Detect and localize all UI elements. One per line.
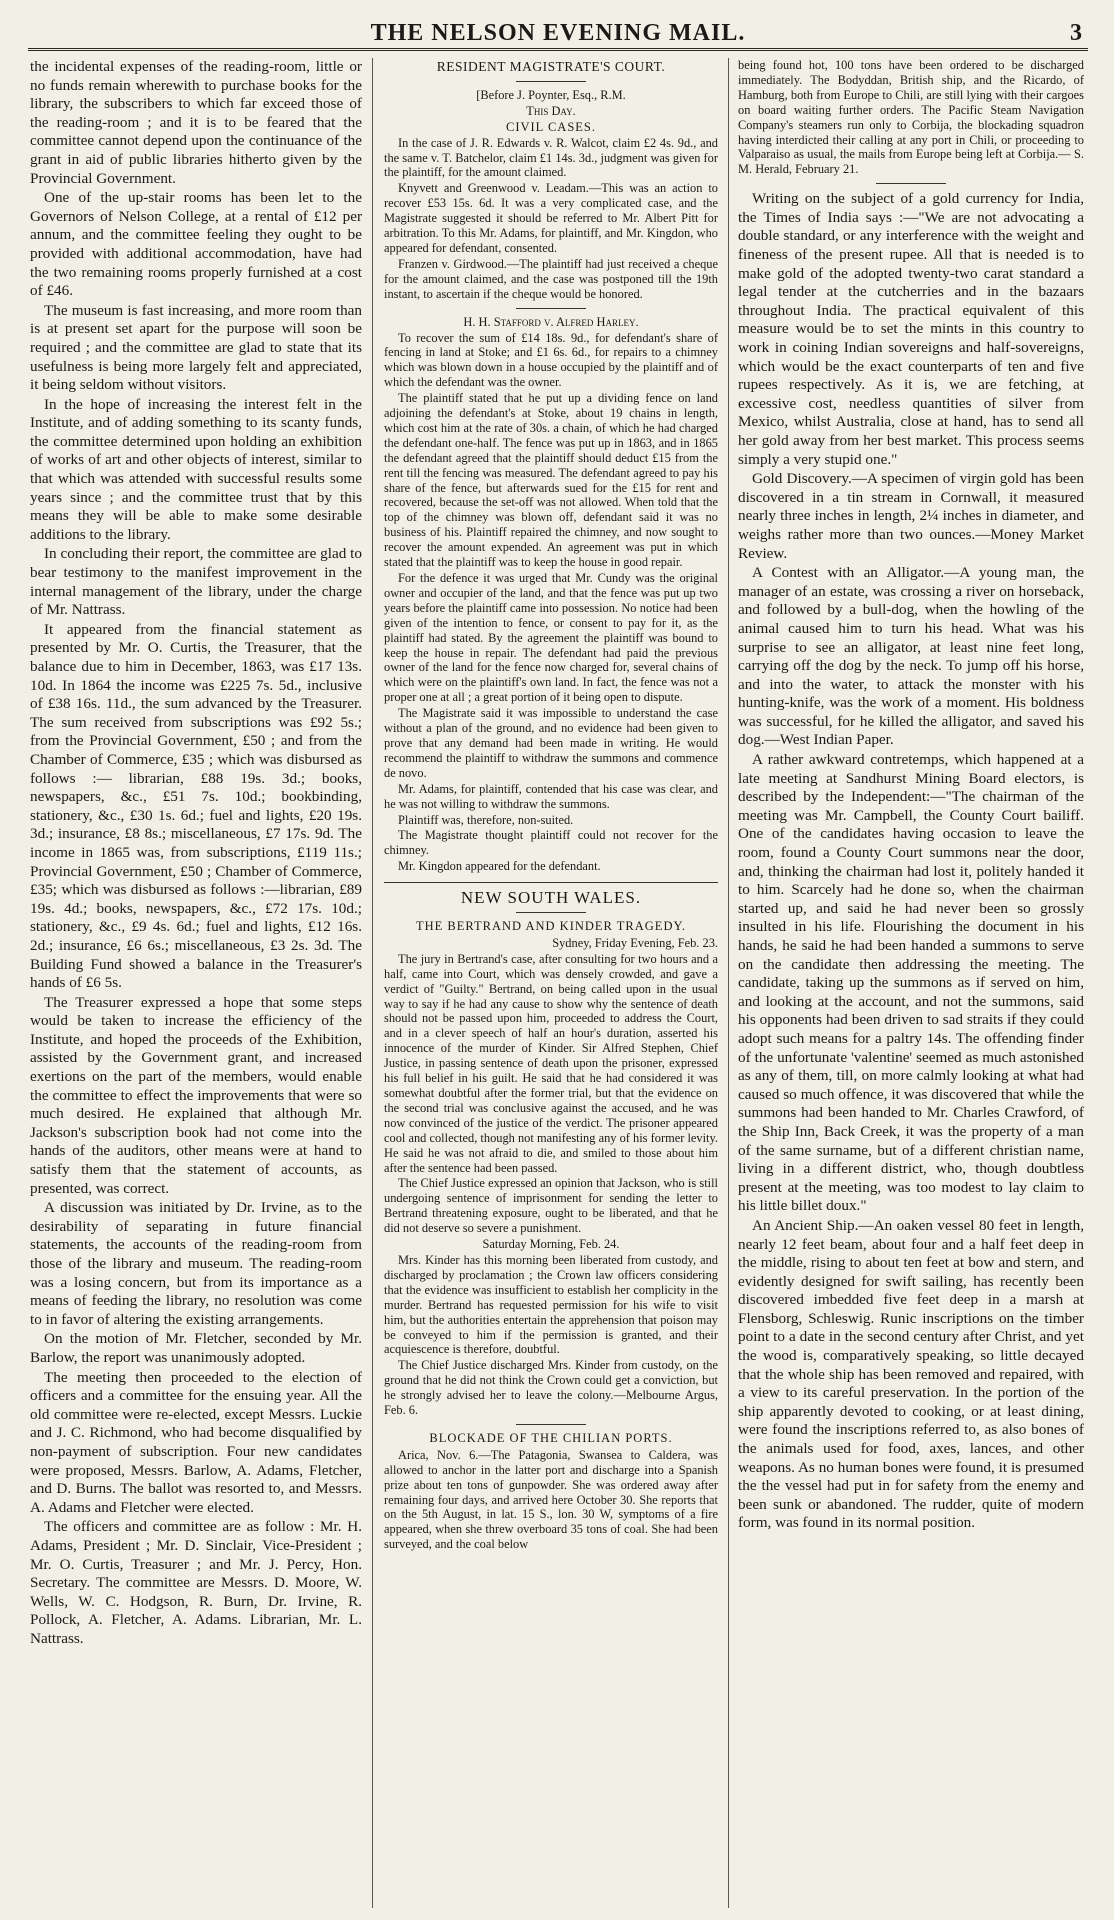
section-rule	[876, 183, 946, 184]
court-paragraph: The plaintiff stated that he put up a dividing fence on land adjoining the defendant's at Stoke, about 19 chains in length, which cost him at the rate of 30s. a chain, of which he had charged the defendant one-half. The fence was put up in 1863, and in 1865 the defendant agreed that the plaintiff should deduct £15 from the rent till the fencing was measured. The defendant agreed to pay his share of the fence, but afterwards sued for the £15 for rent and recovered, because the set-off was not allowed. When told that the top of the chimney was blown off, defendant said it was no business of his. Plaintiff repaired the chimney, and now sought to recover the amount expended. An agreement was put in which stated that the plaintiff was to keep the house in good repair.	[384, 391, 718, 570]
article-paragraph: A rather awkward contretemps, which happened at a late meeting at Sandhurst Mining Board electors, is described by the Independent:—"The chairman of the meeting was Mr. Campbell, the County Court bailiff. One of the candidates having occasion to leave the room, found a County Court summons near the door, and, thinking the chairman had lost it, politely handed it to him. Scarcely had he done so, when the chairman started up, and said he had never been so grossly insulted in his life. Flourishing the document in his hands, he said he had been handed a summons to serve on the candidate then addressing the meeting. The candidate, taking up the summons as if served on him, and looking at the account, and not the summons, said his opponents had been driven to sad straits if they could adopt such means for a paltry 14s. The offending finder of the unfortunate 'valentine' seemed as much astonished as any of them, till, on more calmly looking at what had caused so much offence, it was discovered that while the summons had been handed to Mr. Charles Crawford, of the Ship Inn, Back Creek, it was the property of a man of the same surname, but of a different christian name, living in a different district, who, though doubtless present at the meeting, was too modest to lay claim to his little billet doux."	[738, 751, 1084, 1215]
court-paragraph: The Magistrate said it was impossible to understand the case without a plan of the ground, and no evidence had been given to prove that any demand had been made in writing. He would recommend the plaintiff to withdraw the summons and commence de novo.	[384, 706, 718, 780]
article-paragraph: In the hope of increasing the interest felt in the Institute, and of adding something to its scanty funds, the committee determined upon holding an exhibition of works of art and other objects of interest, similar to that which was attended with successful results some years since ; and the committee trust that by this means they will be able to make some desirable additions to the library.	[30, 395, 362, 543]
court-paragraph: In the case of J. R. Edwards v. R. Walcot, claim £2 4s. 9d., and the same v. T. Batchelor, claim £1 14s. 3d., judgment was given for the plaintiff, for the amount claimed.	[384, 135, 718, 180]
newspaper-title: THE NELSON EVENING MAIL.	[370, 20, 746, 46]
dateline: Saturday Morning, Feb. 24.	[482, 1237, 620, 1252]
civil-cases-label: CIVIL CASES.	[505, 119, 596, 134]
article-paragraph: It appeared from the financial statement as presented by Mr. O. Curtis, the Treasurer, that the balance due to him in December, 1863, was £17 13s. 10d. In 1864 the income was £225 7s. 5d., inclusive of £38 16s. 11d., the sum advanced by the Treasurer. The sum received from subscriptions was £92 5s.; from the Provincial Government, £50 ; and from the Chamber of Commerce, £35 ; which was disbursed as follows :— librarian, £88 19s. 3d.; books, newspapers, &c., £51 7s. 10d.; bookbinding, stationery, &c., £30 1s. 6d.; fuel and lights, £20 19s. 3d.; insurance, £8 8s.; miscellaneous, £7 17s. 9d. The income in 1865 was, from subscriptions, £119 11s.; Provincial Government, £50 ; Chamber of Commerce, £35; which was disbursed as follows :—librarian, £89 19s. 4d.; books, newspapers, &c., £72 17s. 10d.; stationery, &c., £9 4s. 6d.; fuel and lights, £12 16s. 2d.; insurance, £6 6s.; miscellaneous, £3 2s. 3d. The Building Fund showed a balance in the Treasurer's hands of £6 5s.	[30, 620, 362, 992]
section-rule	[516, 1424, 586, 1425]
column-separator	[728, 58, 729, 1908]
court-paragraph: For the defence it was urged that Mr. Cundy was the original owner and occupier of the land, and that the fence was put up two years before the plaintiff came into possession. No notice had been given of the intention to fence, or consent to pay for it, as the plaintiff had stated. By the agreement the plaintiff was bound to keep the house in repair. The defendant had paid the previous owner of the land for the fence now charged for, several chains of which were on the plaintiff's own land. In fact, the fence was not a proper one at all ; a great portion of it being open to dispute.	[384, 571, 718, 705]
article-paragraph: being found hot, 100 tons have been ordered to be discharged immediately. The Bodyddan, British ship, and the Ricardo, of Hamburg, both from Europe to Chili, are still lying with their cargoes on board waiting further orders. The Pacific Steam Navigation Company's steamers run only to Corbija, the blockading squadron having interdicted their calling at any port in Chili, or proceeding to Valparaiso as usual, the mails from Europe being left at Corbija.— S. M. Herald, February 21.	[738, 58, 1084, 177]
court-paragraph: The Magistrate thought plaintiff could not recover for the chimney.	[384, 828, 718, 858]
court-paragraph: To recover the sum of £14 18s. 9d., for defendant's share of fencing in land at Stoke; and £1 6s. 6d., for repairs to a chimney which was blown down in a house occupied by the plaintiff and of which the defendant was the owner.	[384, 330, 718, 390]
court-paragraph: Franzen v. Girdwood.—The plaintiff had just received a cheque for the amount claimed, and the case was postponed till the 19th instant, to ascertain if the cheque would be honored.	[384, 256, 718, 301]
case-title: H. H. Stafford v. Alfred Harley.	[463, 314, 639, 329]
page-number: 3	[1070, 20, 1082, 46]
article-paragraph: Gold Discovery.—A specimen of virgin gold has been discovered in a tin stream in Cornwall, it measured nearly three inches in length, 2¼ inches in diameter, and weighs rather more than two ounces.—Money Market Review.	[738, 470, 1084, 562]
article-paragraph: A Contest with an Alligator.—A young man, the manager of an estate, was crossing a river on horseback, and followed by a bull-dog, when the howling of the animal caused him to turn his head. What was his surprise to see an alligator, at least nine feet long, carrying off the dog by the neck. To jump off his horse, and into the water, to attack the monster with his hunting-knife, was the work of a moment. His boldness was successful, for he killed the alligator, and saved his dog.—West Indian Paper.	[738, 564, 1084, 749]
news-paragraph: The jury in Bertrand's case, after consulting for two hours and a half, came into Court, which was densely crowded, and gave a verdict of "Guilty." Bertrand, on being called upon in the usual way to say if he had any cause to show why the sentence of death should not be passed upon him, proceeded to address the Court, and in a clever speech of half an hour's duration, asserted his innocence of the murder of Kinder. Sir Alfred Stephen, Chief Justice, in passing sentence of death upon the prisoner, expressed his full belief in his guilt. He said that he had considered it was somewhat doubtful after the former trial, but that the evidence on the second trial was conclusive against the accused, and he was now convinced of the justice of the verdict. The prisoner appeared cool and collected, though not manifesting any of his former levity. He said he was not afraid to die, and smiled to those about him after the sentence had been passed.	[384, 951, 718, 1175]
article-paragraph: In concluding their report, the committee are glad to bear testimony to the manifest improvement in the internal management of the library, under the charge of Mr. Nattrass.	[30, 545, 362, 619]
court-paragraph: Mr. Adams, for plaintiff, contended that his case was clear, and he was not willing to withdraw the summons.	[384, 781, 718, 811]
article-paragraph: The Treasurer expressed a hope that some steps would be taken to increase the efficiency of the Institute, and hoped the proceeds of the Exhibition, assisted by the Government grant, and increased exertions on the part of the members, would enable the committee to effect the improvements that were so much desired. He explained that although Mr. Jackson's subscription book had not come into the hands of the auditors, other means were at hand to satisfy them that the statement of accounts, as presented, was correct.	[30, 993, 362, 1197]
article-paragraph: the incidental expenses of the reading-room, little or no funds remain wherewith to purchase books for the library, the subscribers to which far exceed those of the reading-room ; and it is to be feared that the committee cannot depend upon the continuance of the grant in aid of public libraries hitherto given by the Provincial Government.	[30, 58, 362, 187]
news-paragraph: The Chief Justice expressed an opinion that Jackson, who is still undergoing sentence of imprisonment for sending the letter to Bertrand threatening exposure, ought to be liberated, and that he did not deserve so severe a punishment.	[384, 1176, 718, 1236]
court-this-day: This Day.	[526, 103, 576, 118]
court-before-line: [Before J. Poynter, Esq., R.M.	[476, 87, 626, 102]
column-3	[738, 58, 1084, 1908]
news-paragraph: Arica, Nov. 6.—The Patagonia, Swansea to Caldera, was allowed to anchor in the latter port and discharge into a Spanish prize about ten tons of gunpowder. She was ordered away after remaining four days, and arrived here October 30. She reports that on the 5th August, in lat. 15 S., lon. 30 W, symptoms of a fire appeared, when she threw overboard 35 tons of coal. She had been surveyed, and the coal below	[384, 1447, 718, 1552]
news-paragraph: The Chief Justice discharged Mrs. Kinder from custody, on the ground that he did not think the Crown could get a conviction, but he strongly advised her to leave the colony.—Melbourne Argus, Feb. 6.	[384, 1358, 718, 1418]
blockade-heading: BLOCKADE OF THE CHILIAN PORTS.	[429, 1430, 673, 1445]
column-2	[384, 58, 718, 1908]
nsw-heading: NEW SOUTH WALES.	[460, 888, 642, 908]
news-paragraph: Mrs. Kinder has this morning been liberated from custody, and discharged by proclamation ; the Crown law officers considering that the evidence was insufficient to establish her complicity in the murder. Bertrand has requested permission for his wife to visit him, but the authorities entertain the apprehension that poison may be conveyed to him if the permission is granted, and their acquiescence is therefore, doubtful.	[384, 1252, 718, 1357]
heading-rule	[516, 81, 586, 82]
article-paragraph: On the motion of Mr. Fletcher, seconded by Mr. Barlow, the report was unanimously adopted.	[30, 1330, 362, 1366]
court-paragraph: Mr. Kingdon appeared for the defendant.	[398, 859, 601, 874]
article-paragraph: Writing on the subject of a gold currency for India, the Times of India says :—"We are not advocating a double standard, or any interference with the weight and fineness of the present rupee. All that is needed is to make gold of the adopted twenty-two carat standard a legal tender at the cutcherries and in the bazaars throughout India. The practical equivalent of this measure would be to set the mints in this country to work in coining Indian sovereigns and half-sovereigns, which would be the exact counterparts of ten and five rupees respectively. As it is, we are fetching, at excessive cost, needless quantities of silver from Mexico, whilst Australia, close at hand, has to send all her gold away from her best market. This process seems simply a very stupid one."	[738, 190, 1084, 468]
masthead-rule	[28, 48, 1088, 51]
heading-rule	[516, 912, 586, 913]
section-rule	[384, 882, 718, 883]
section-rule	[516, 308, 586, 309]
article-paragraph: The meeting then proceeded to the election of officers and a committee for the ensuing year. All the old committee were re-elected, except Messrs. Luckie and J. C. Richmond, who had become disqualified by non-payment of subscription. Four new candidates were proposed, Messrs. Barlow, A. Adams, Fletcher, and D. Burns. The ballot was resorted to, and Messrs. A. Adams and Fletcher were elected.	[30, 1368, 362, 1516]
article-paragraph: The officers and committee are as follow : Mr. H. Adams, President ; Mr. D. Sinclair, Vice-President ; Mr. O. Curtis, Treasurer ; and Mr. J. Percy, Hon. Secretary. The committee are Messrs. D. Moore, W. Wells, W. C. Hodgson, R. Burn, Dr. Irvine, R. Pollock, A. Fletcher, A. Adams. Librarian, Mr. L. Nattrass.	[30, 1518, 362, 1647]
article-paragraph: An Ancient Ship.—An oaken vessel 80 feet in length, nearly 12 feet beam, about four and a half feet deep in the middle, rising to about ten feet at bow and stern, and evidently designed for swift sailing, has recently been discovered imbedded five feet deep in a marsh at Flensborg, Schleswig. Runic inscriptions on the timber point to a date in the second century after Christ, and yet the wood is, comparatively speaking, so little decayed that the whole ship has been removed and repaired, with a view to its careful preservation. In the portion of the ship apparently devoted to cooking, or at least dining, were found the inscriptions referred to, as also bones of the animals used for food, axes, lances, and other weapons. As no human bones were found, it is presumed the the vessel had put in for safety from the enemy and been sunk or abandoned. The rudder, quite of modern form, was found in its normal position.	[738, 1216, 1084, 1532]
court-heading: RESIDENT MAGISTRATE'S COURT.	[436, 59, 666, 74]
tragedy-heading: THE BERTRAND AND KINDER TRAGEDY.	[415, 919, 687, 934]
court-paragraph: Plaintiff was, therefore, non-suited.	[398, 812, 574, 827]
masthead	[28, 10, 1088, 50]
article-paragraph: The museum is fast increasing, and more room than is at present set apart for the purpose will soon be required ; and the committee are glad to state that its usefulness is being more largely felt and appreciated, it being seldom without visitors.	[30, 301, 362, 394]
dateline: Sydney, Friday Evening, Feb. 23.	[552, 935, 718, 950]
court-paragraph: Knyvett and Greenwood v. Leadam.—This was an action to recover £53 15s. 6d. It was a very complicated case, and the Magistrate suggested it should be referred to Mr. Albert Pitt for arbitration. To this Mr. Adams, for plaintiff, and Mr. Kingdon, who appeared for defendant, consented.	[384, 181, 718, 255]
column-1	[30, 58, 362, 1908]
article-paragraph: A discussion was initiated by Dr. Irvine, as to the desirability of separating in future financial statements, the accounts of the reading-room from those of the library and museum. The reading-room was a losing concern, but from its importance as a means of feeding the library, no resolution was come to in favor of altering the existing arrangements.	[30, 1199, 362, 1328]
column-separator	[372, 58, 373, 1908]
article-paragraph: One of the up-stair rooms has been let to the Governors of Nelson College, at a rental of £12 per annum, and the committee feeling they ought to be provided with additional accommodation, have had the two remaining rooms properly furnished at a cost of £46.	[30, 189, 362, 300]
